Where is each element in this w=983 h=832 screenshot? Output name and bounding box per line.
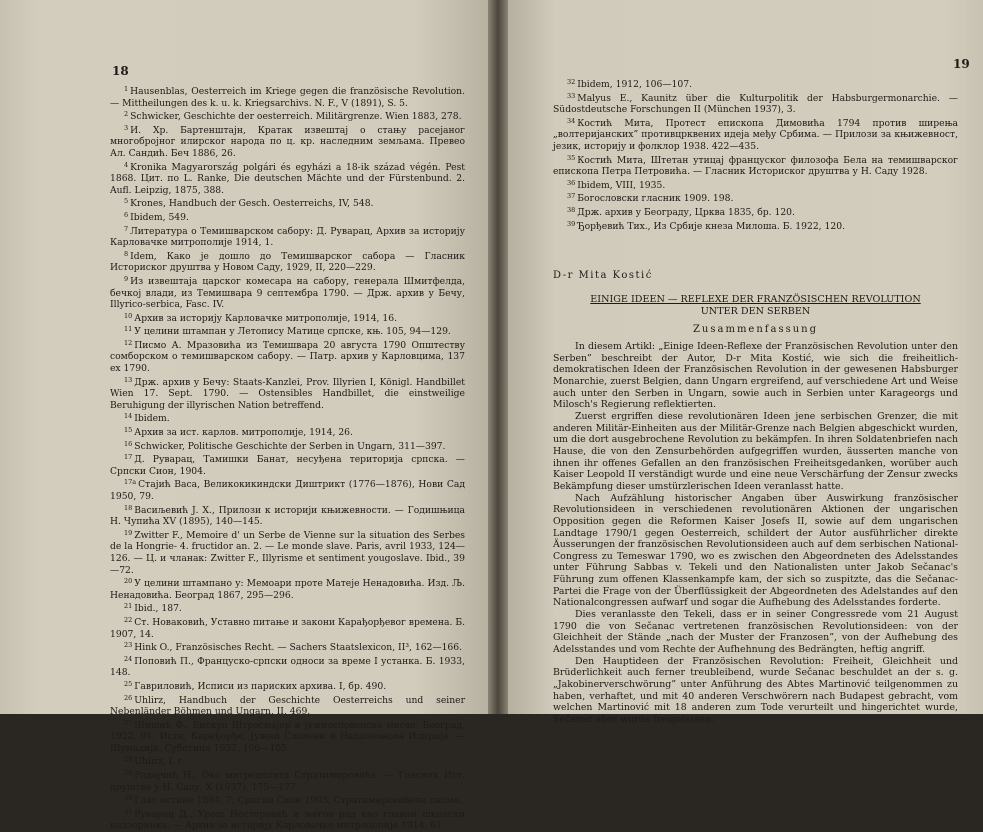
- footnote: [110, 439, 465, 453]
- footnote-number: 26: [124, 693, 133, 702]
- summary-body: [553, 341, 958, 726]
- footnote-text: Kronika Magyarország polgári és egyházi a 18-ik század végén. Pest 1868. Цит. по L. Ranke, Die deutschen Mächte und der Fürstenbund. 2. Aufl. Leipzig, 1875, 388.: [110, 161, 465, 196]
- footnote-text: Ibidem.: [134, 413, 170, 425]
- footnote: [553, 178, 958, 192]
- footnote-number: 18: [124, 503, 133, 512]
- footnote-number: 3: [124, 123, 129, 132]
- footnote-text: Uhlirz, l. c.: [134, 756, 186, 768]
- footnote-number: 32: [567, 78, 576, 86]
- summary-paragraph: Zuerst ergriffen diese revolutionären Ideen jene serbischen Grenzer, die mit anderen Militär-Einheiten aus der Militär-Grenze nach Belgien abgeschickt wurden, um die dort ausgebrochene Revolution zu bekämpfen. In ihren Soldatenbriefen nach Hause, die von den Zensurbehörden aufgegriffen wurden, äusserten manche von ihnen ihr offenes Gefallen an den französischen Freiheitsgedanken, worüber auch Kaiser Leopold II verständigt wurde und eine neue Verschärfung der Zensur zwecks Bekämpfung dieser umstürzlerischen Ideen veranlasst hatte.: [553, 410, 958, 492]
- footnote: [110, 693, 465, 718]
- footnote: [110, 654, 465, 679]
- footnote-text: Архив за ист. карлов. митрополије, 1914, 26.: [134, 427, 353, 439]
- footnote-number: 1: [124, 85, 129, 93]
- footnote-number: 4: [124, 160, 129, 169]
- footnote-number: 11: [124, 325, 133, 334]
- footnote: [110, 503, 465, 528]
- footnote-text: Uhlirz, Handbuch der Geschichte Oesterreichs und seiner Nebenländer Böhmen und Ungarn, II, 469.: [110, 694, 465, 718]
- footnote-text: Глас истине 1884, 7; Српски Сион 1903, Стратимировићева писма.: [134, 795, 463, 807]
- footnote-number: 17: [124, 453, 133, 462]
- footnote: [110, 109, 465, 123]
- footnote: [110, 718, 465, 755]
- footnote-text: Idem, Како је дошло до Темишварског сабора — Гласник Историског друштва у Новом Саду, 1929, II, 220—229.: [110, 250, 465, 274]
- summary-paragraph: Nach Aufzählung historischer Angaben über Auswirkung französischer Revolutionsideen in verschiedenen revolutionären Aktionen der ungarischen Opposition gegen die Reformen Kaiser Josefs II, sowie auf dem ungarischen Landtage 1790/1 gegen Oesterreich, schildert der Autor ausführlicher direkte Äusserungen der französischen Revolutionsideen auch auf dem serbischen National-Congress zu Temeswar 1790, wo es zwischen den Abgeordneten des Adelsstandes unter Führung Sabbas v. Tekeli und den Nationalisten unter Jakob Sečanac's Führung zum offenen Klassenkampfe kam, der sich so zuspitzte, das die Sečanac-Partei die Frage von der Überflüssigkeit der Abgeordneten des Adelstandes auf den Nationalcongressen aufwarf und sogar die Aufhebung des Adelsstandes forderte.: [553, 492, 958, 609]
- footnote: [110, 160, 465, 197]
- footnote: [110, 768, 465, 793]
- footnote-text: Ibid., 187.: [134, 603, 182, 615]
- footnote: [110, 84, 465, 109]
- footnote-text: Hausenblas, Oesterreich im Kriege gegen die französische Revolution. — Mittheilungen des k. u. k. Kriegsarchivs. N. F., V (1891), S. 5.: [110, 86, 465, 109]
- page-number-left: 18: [112, 64, 129, 78]
- footnote-text: Богословски гласник 1909. 198.: [577, 193, 734, 205]
- footnote-number: 5: [124, 197, 129, 206]
- footnote-number: 33: [567, 91, 576, 100]
- footnote-number: 6: [124, 210, 129, 219]
- article-title-line-1: EINIGE IDEEN — REFLEXE DER FRANZÖSISCHEN REVOLUTION: [590, 294, 921, 305]
- footnote-text: Архив за историју Карловачке митрополије, 1914, 16.: [134, 312, 397, 324]
- book-gutter: [488, 0, 508, 714]
- footnote: [110, 807, 465, 832]
- footnote-number: 25: [124, 679, 133, 688]
- footnote: [110, 528, 465, 576]
- footnote-number: 15: [124, 426, 133, 435]
- footnote-number: 24: [124, 654, 133, 663]
- footnote-text: Ђорђевић Тих., Из Србије кнеза Милоша. Б. 1922, 120.: [577, 220, 845, 232]
- footnote: [110, 477, 465, 502]
- footnote-text: Malyus E., Kaunitz über die Kulturpolitik der Habsburgermonarchie. — Südostdeutsche Forschungen II (München 1937), 3.: [553, 92, 958, 116]
- footnote-text: Д. Руварац, Тамишки Банат, несуђена територија српска. — Српски Сион, 1904.: [110, 454, 465, 477]
- footnote-number: 22: [124, 615, 133, 624]
- footnote: [110, 576, 465, 601]
- footnote: [110, 210, 465, 224]
- footnote-text: Ibidem, 549.: [130, 211, 189, 223]
- footnote-text: Васиљевић Ј. Х., Прилози к историји књижевности. — Годишњица Н. Чупића XV (1895), 140—145.: [110, 504, 465, 528]
- footnote: [110, 425, 465, 439]
- footnote-number: 27: [124, 718, 133, 727]
- footnote-number: 10: [124, 311, 133, 320]
- footnote-text: Гавриловић, Исписи из париских архива. I, бр. 490.: [134, 680, 387, 692]
- footnote-number: 20: [124, 577, 133, 586]
- footnotes-right: [553, 77, 958, 232]
- footnote: [110, 196, 465, 210]
- footnote-number: 14: [124, 412, 133, 421]
- footnote-number: 28: [124, 755, 133, 764]
- footnote: [110, 311, 465, 325]
- footnote-number: 35: [567, 153, 576, 162]
- footnote: [553, 205, 958, 219]
- summary-paragraph: In diesem Artikl: „Einige Ideen-Reflexe der Französischen Revolution unter den Serben” beschreibt der Autor, D-r Mita Kostić, wie sich die freiheitlich-demokratischen Ideen der Französischen Revolution in der gewesenen Habsburger Monarchie, zuerst Belgien, dann Ungarn ergreifend, auf verschiedene Art und Weise auch unter den Serben in Ungarn, sowie auch in Serbien unter Karageorgs und Milosch's Regierung reflektierten.: [553, 341, 958, 411]
- footnote-text: Стајић Васа, Великокикиндски Диштрикт (1776—1876), Нови Сад 1950, 79.: [110, 479, 465, 502]
- footnote: [553, 77, 958, 91]
- footnote-text: Из извештаја царског комесара на сабору, генерала Шмитфелда, бечкој влади, из Темишвара 9 септембра 1790. — Држ. архив у Бечу, Illyrico-serbica, Fasc. IV.: [110, 275, 465, 311]
- footnote-text: Schwicker, Geschichte der oesterreich. Militärgrenze. Wien 1883, 278.: [130, 111, 462, 123]
- footnote-number: 2: [124, 110, 129, 119]
- footnote: [553, 219, 958, 233]
- footnote-number: 7: [124, 224, 129, 233]
- footnote-text: Ст. Новаковић, Уставно питање и закони Карађорђевог времена. Б. 1907, 14.: [110, 616, 465, 640]
- article-title: [553, 294, 958, 318]
- footnote-text: Руварац Д., Урош Несторовић и његов рад као главни школски надзорника. — Архив за историју Карловачке митрополије 1914, 61.: [110, 808, 465, 832]
- footnote-text: И. Хр. Бартенштајн, Кратак извештај о стању расејаног многобројног илирског народа по ц. кр. наследним земљама. Превео Ал. Сандић. Беч 1886, 26.: [110, 124, 465, 159]
- footnote-number: 16: [124, 439, 133, 448]
- footnote-number: 8: [124, 249, 129, 258]
- footnote-number: 30: [124, 794, 133, 803]
- footnote: [110, 274, 465, 311]
- footnote: [110, 615, 465, 640]
- footnote-number: 12: [124, 338, 133, 347]
- footnote-number: 39: [567, 219, 576, 228]
- footnote-text: Zwitter F., Memoire d' un Serbe de Vienne sur la situation des Serbes de la Hongrie- 4. fructidor an. 2. — Le monde slave. Paris, avril 1933, 124—126. — Ц. и чланак: Zwitter F., Illyrisme et sentiment yougoslave. Ibid., 39—72.: [110, 529, 465, 576]
- footnote-text: Krones, Handbuch der Gesch. Oesterreichs, IV, 548.: [130, 198, 374, 210]
- footnote-number: 31: [124, 807, 133, 816]
- summary-paragraph: Den Hauptideen der Französischen Revolution: Freiheit, Gleichheit und Brüderlichkeit auch ferner treubleibend, wurde Sečanac beschuldet an der s. g. „Jakobinerverschwörung” unter Anführung des Abtes Martinović teilgenommen zu haben, verhaftet, und mit 40 anderen Verschwörern nach Budapest gebracht, vom welchen Martinović mit 18 anderen zum Tode verurteilt und hingerichtet wurde, Sečanac aber wurde freigelassen.: [553, 655, 958, 725]
- footnote: [110, 640, 465, 654]
- footnote: [553, 91, 958, 116]
- footnote-text: Костић Мита, Протест епископа Димовића 1794 против ширења „волтеријанских” противцрквених идеја међу Србима. — Прилози за књижевност, језик, историју и фолклор 1938. 422—435.: [553, 117, 958, 152]
- footnotes-left: [110, 84, 465, 832]
- footnote-number: 29: [124, 769, 133, 778]
- footnote-text: Литература о Темишварском сабору: Д. Руварац, Архив за историју Карловачке митрополије 1914, 1.: [110, 225, 465, 249]
- article-title-line-2: UNTER DEN SERBEN: [700, 306, 811, 317]
- footnote: [110, 754, 465, 768]
- footnote: [110, 411, 465, 425]
- footnote: [110, 224, 465, 249]
- footnote-number: 13: [124, 375, 133, 384]
- footnote: [110, 679, 465, 693]
- footnote: [110, 452, 465, 477]
- footnote: [110, 601, 465, 615]
- footnote-text: Костић Мита, Штетан утицај француског филозофа Бела на темишварског епископа Петра Петровића. — Гласник Историског друштва у Н. Саду 1928.: [553, 154, 958, 178]
- footnote-number: 23: [124, 641, 133, 650]
- footnote-text: Ibidem, 1912, 106—107.: [577, 79, 693, 90]
- footnote: [553, 153, 958, 178]
- page-number-right: 19: [953, 57, 970, 71]
- footnote: [553, 191, 958, 205]
- footnote-number: 34: [567, 116, 576, 125]
- footnote: [110, 249, 465, 274]
- footnote-number: 21: [124, 602, 133, 611]
- footnote: [110, 375, 465, 412]
- footnote-text: Радојчић Н., Око митрополита Стратимировића. — Гласник Ист. друштва у Н. Саду, X (1937), 175—177.: [110, 770, 465, 793]
- right-page: [508, 0, 983, 725]
- footnote-number: 38: [567, 205, 576, 214]
- footnote: [110, 338, 465, 375]
- footnote-text: Држ. архив у Београду, Црква 1835, бр. 120.: [577, 206, 795, 218]
- footnote: [110, 793, 465, 807]
- footnote-text: Schwicker, Politische Geschichte der Serben in Ungarn, 311—397.: [134, 440, 446, 452]
- footnote-text: У целини штампано у: Мемоари проте Матеје Ненадовића. Изд. Љ. Ненадовића. Београд 1867, 295—296.: [110, 578, 465, 601]
- footnote-text: Hink O., Französisches Recht. — Sachers Staatslexicon, II³, 162—166.: [134, 642, 463, 654]
- footnote-text: Поповић П., Француско-српски односи за време I устанка. Б. 1933, 148.: [110, 655, 465, 679]
- footnote-number: 19: [124, 528, 133, 537]
- footnote-text: У целини штампан у Летопису Матице српске, књ. 105, 94—129.: [134, 326, 451, 338]
- summary-paragraph: Dies veranlasste den Tekeli, dass er in seiner Congressrede vom 21 August 1790 die von Sečanac vertretenen französischen Revolutionsideen: von der Gleichheit der Stände „nach der Muster der Franzosen”, von der Aufhebung des Adelsstandes und vom Rechte der Aufhehnung des Bedrängten, heftig angriff.: [553, 609, 958, 656]
- footnote-text: Шишић Ф., Бискуп Штросмајер и јужнословенска мисао. Београд, 1922, 91; Исти, Карађорђе, Јужни Словени и Наполеонова Илирија. — Шумадија. Суботица 1932, 100—105.: [110, 719, 465, 754]
- footnote: [110, 123, 465, 160]
- summary-heading: Zusammenfassung: [692, 324, 818, 335]
- footnote-number: 37: [567, 192, 576, 201]
- footnote: [110, 324, 465, 338]
- footnote-number: 17a: [124, 478, 137, 487]
- footnote-number: 36: [567, 178, 576, 187]
- article-author: D-r Mita Kostić: [553, 270, 653, 281]
- left-page: [0, 0, 488, 832]
- footnote-text: Писмо А. Мразовића из Темишвара 20 августа 1790 Општеству сомборском о темишварском сабору. — Патр. архив у Карловцима, 137 ex 1790.: [110, 339, 465, 375]
- footnote: [553, 116, 958, 153]
- footnote-number: 9: [124, 274, 129, 283]
- footnote-text: Држ. архив у Бечу: Staats-Kanzlei, Prov. Illyrien I, Königl. Handbillet Wien 17. Sept. 1790. — Ostensibles Handbillet, die einstweilige Beruhigung der illyrischen Nation betreffend.: [110, 376, 465, 411]
- footnote-text: Ibidem, VIII, 1935.: [577, 179, 666, 191]
